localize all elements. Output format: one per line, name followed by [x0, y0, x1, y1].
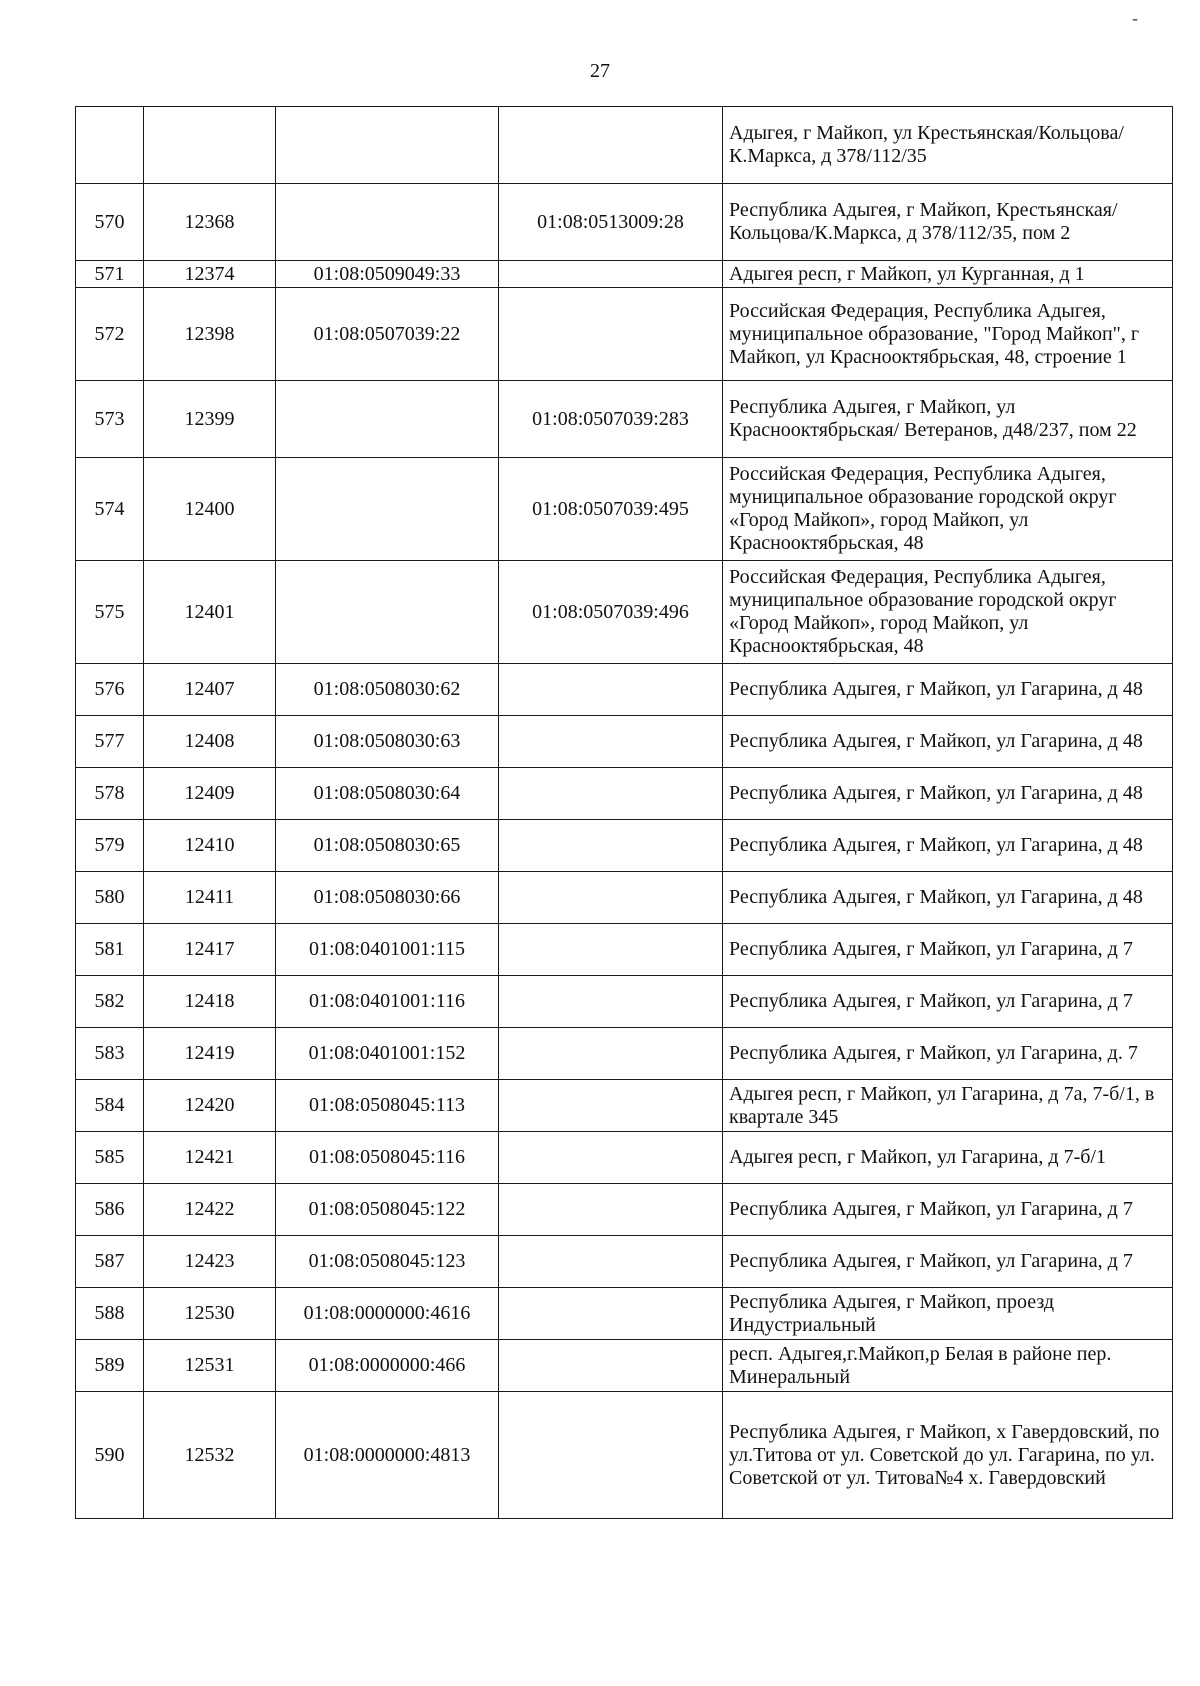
row-number-cell: 590: [76, 1392, 144, 1519]
row-number-cell: 583: [76, 1028, 144, 1080]
row-number-cell: 589: [76, 1340, 144, 1392]
cadastral-number-cell: 01:08:0508030:65: [276, 820, 499, 872]
row-number-cell: 588: [76, 1288, 144, 1340]
object-id-cell: 12422: [144, 1184, 276, 1236]
address-cell: Республика Адыгея, г Майкоп, ул Гагарина, д 7: [723, 976, 1173, 1028]
address-cell: Адыгея, г Майкоп, ул Крестьянская/Кольцова/К.Маркса, д 378/112/35: [723, 107, 1173, 184]
address-cell: Республика Адыгея, г Майкоп, ул Гагарина, д 48: [723, 820, 1173, 872]
table-row: [76, 1184, 1173, 1236]
cadastral-number-cell: [276, 381, 499, 458]
table-row: [76, 768, 1173, 820]
table-row: [76, 1392, 1173, 1519]
address-cell: Республика Адыгея, г Майкоп, ул Гагарина, д 48: [723, 664, 1173, 716]
premises-cadastral-number-cell: [499, 288, 723, 381]
cadastral-number-cell: 01:08:0509049:33: [276, 261, 499, 288]
object-id-cell: 12417: [144, 924, 276, 976]
row-number-cell: 587: [76, 1236, 144, 1288]
table-row: [76, 261, 1173, 288]
row-number-cell: 571: [76, 261, 144, 288]
object-id-cell: 12410: [144, 820, 276, 872]
address-cell: Республика Адыгея, г Майкоп, ул Гагарина, д 48: [723, 872, 1173, 924]
premises-cadastral-number-cell: [499, 768, 723, 820]
address-cell: Республика Адыгея, г Майкоп, ул Гагарина, д 48: [723, 768, 1173, 820]
premises-cadastral-number-cell: [499, 1288, 723, 1340]
cadastral-number-cell: 01:08:0508045:122: [276, 1184, 499, 1236]
address-cell: Республика Адыгея, г Майкоп, Крестьянская/Кольцова/К.Маркса, д 378/112/35, пом 2: [723, 184, 1173, 261]
object-id-cell: [144, 107, 276, 184]
table-row: [76, 716, 1173, 768]
cadastral-number-cell: 01:08:0508045:123: [276, 1236, 499, 1288]
address-cell: Адыгея респ, г Майкоп, ул Гагарина, д 7а, 7-б/1, в квартале 345: [723, 1080, 1173, 1132]
object-id-cell: 12423: [144, 1236, 276, 1288]
premises-cadastral-number-cell: 01:08:0507039:496: [499, 561, 723, 664]
address-cell: Республика Адыгея, г Майкоп, ул Гагарина, д 7: [723, 1184, 1173, 1236]
premises-cadastral-number-cell: 01:08:0513009:28: [499, 184, 723, 261]
object-id-cell: 12531: [144, 1340, 276, 1392]
cadastral-number-cell: 01:08:0401001:115: [276, 924, 499, 976]
row-number-cell: 580: [76, 872, 144, 924]
address-cell: Российская Федерация, Республика Адыгея, муниципальное образование, "Город Майкоп", г Майкоп, ул Краснооктябрьская, 48, строение 1: [723, 288, 1173, 381]
cadastral-number-cell: 01:08:0401001:152: [276, 1028, 499, 1080]
address-cell: Адыгея респ, г Майкоп, ул Курганная, д 1: [723, 261, 1173, 288]
object-id-cell: 12418: [144, 976, 276, 1028]
cadastral-number-cell: 01:08:0401001:116: [276, 976, 499, 1028]
row-number-cell: 572: [76, 288, 144, 381]
cadastral-number-cell: 01:08:0507039:22: [276, 288, 499, 381]
row-number-cell: 585: [76, 1132, 144, 1184]
object-id-cell: 12532: [144, 1392, 276, 1519]
premises-cadastral-number-cell: [499, 1132, 723, 1184]
row-number-cell: 584: [76, 1080, 144, 1132]
premises-cadastral-number-cell: [499, 1028, 723, 1080]
cadastral-number-cell: [276, 184, 499, 261]
object-id-cell: 12398: [144, 288, 276, 381]
cadastral-number-cell: 01:08:0508030:63: [276, 716, 499, 768]
row-number-cell: 586: [76, 1184, 144, 1236]
table-row: [76, 1288, 1173, 1340]
row-number-cell: 570: [76, 184, 144, 261]
row-number-cell: 576: [76, 664, 144, 716]
cadastral-number-cell: 01:08:0508030:64: [276, 768, 499, 820]
object-id-cell: 12374: [144, 261, 276, 288]
property-registry-table: [75, 106, 1173, 1519]
cadastral-number-cell: 01:08:0508045:116: [276, 1132, 499, 1184]
object-id-cell: 12411: [144, 872, 276, 924]
address-cell: Республика Адыгея, г Майкоп, ул Гагарина, д 48: [723, 716, 1173, 768]
scan-mark: -: [1132, 8, 1138, 28]
cadastral-number-cell: 01:08:0508030:62: [276, 664, 499, 716]
row-number-cell: 578: [76, 768, 144, 820]
row-number-cell: [76, 107, 144, 184]
cadastral-number-cell: [276, 561, 499, 664]
premises-cadastral-number-cell: [499, 664, 723, 716]
table-row: [76, 107, 1173, 184]
table-row: [76, 1340, 1173, 1392]
premises-cadastral-number-cell: [499, 820, 723, 872]
object-id-cell: 12409: [144, 768, 276, 820]
premises-cadastral-number-cell: [499, 261, 723, 288]
table-row: [76, 184, 1173, 261]
address-cell: Республика Адыгея, г Майкоп, х Гавердовский, по ул.Титова от ул. Советской до ул. Гагарина, по ул. Советской от ул. Титова№4 х. Гавердовский: [723, 1392, 1173, 1519]
premises-cadastral-number-cell: [499, 1340, 723, 1392]
address-cell: Российская Федерация, Республика Адыгея, муниципальное образование городской округ «Город Майкоп», город Майкоп, ул Краснооктябрьская, 48: [723, 561, 1173, 664]
cadastral-number-cell: 01:08:0000000:4813: [276, 1392, 499, 1519]
cadastral-number-cell: 01:08:0508045:113: [276, 1080, 499, 1132]
address-cell: Республика Адыгея, г Майкоп, ул Гагарина, д 7: [723, 1236, 1173, 1288]
object-id-cell: 12401: [144, 561, 276, 664]
address-cell: Республика Адыгея, г Майкоп, ул Гагарина, д 7: [723, 924, 1173, 976]
address-cell: Республика Адыгея, г Майкоп, ул Краснооктябрьская/ Ветеранов, д48/237, пом 22: [723, 381, 1173, 458]
object-id-cell: 12368: [144, 184, 276, 261]
cadastral-number-cell: 01:08:0000000:4616: [276, 1288, 499, 1340]
table-row: [76, 381, 1173, 458]
row-number-cell: 574: [76, 458, 144, 561]
address-cell: Российская Федерация, Республика Адыгея, муниципальное образование городской округ «Город Майкоп», город Майкоп, ул Краснооктябрьская, 48: [723, 458, 1173, 561]
premises-cadastral-number-cell: [499, 1184, 723, 1236]
row-number-cell: 579: [76, 820, 144, 872]
object-id-cell: 12400: [144, 458, 276, 561]
object-id-cell: 12399: [144, 381, 276, 458]
table-row: [76, 664, 1173, 716]
row-number-cell: 575: [76, 561, 144, 664]
table-row: [76, 288, 1173, 381]
premises-cadastral-number-cell: 01:08:0507039:495: [499, 458, 723, 561]
premises-cadastral-number-cell: [499, 107, 723, 184]
page-number: 27: [590, 60, 610, 82]
table-row: [76, 1028, 1173, 1080]
premises-cadastral-number-cell: [499, 1392, 723, 1519]
cadastral-number-cell: 01:08:0000000:466: [276, 1340, 499, 1392]
object-id-cell: 12421: [144, 1132, 276, 1184]
table-row: [76, 561, 1173, 664]
table-row: [76, 1236, 1173, 1288]
address-cell: Республика Адыгея, г Майкоп, ул Гагарина, д. 7: [723, 1028, 1173, 1080]
table-row: [76, 872, 1173, 924]
premises-cadastral-number-cell: [499, 976, 723, 1028]
table-row: [76, 924, 1173, 976]
cadastral-number-cell: 01:08:0508030:66: [276, 872, 499, 924]
premises-cadastral-number-cell: [499, 1080, 723, 1132]
row-number-cell: 582: [76, 976, 144, 1028]
row-number-cell: 577: [76, 716, 144, 768]
object-id-cell: 12420: [144, 1080, 276, 1132]
premises-cadastral-number-cell: [499, 924, 723, 976]
row-number-cell: 581: [76, 924, 144, 976]
address-cell: респ. Адыгея,г.Майкоп,р Белая в районе пер. Минеральный: [723, 1340, 1173, 1392]
address-cell: Адыгея респ, г Майкоп, ул Гагарина, д 7-б/1: [723, 1132, 1173, 1184]
premises-cadastral-number-cell: [499, 1236, 723, 1288]
table-row: [76, 458, 1173, 561]
row-number-cell: 573: [76, 381, 144, 458]
table-row: [76, 820, 1173, 872]
address-cell: Республика Адыгея, г Майкоп, проезд Индустриальный: [723, 1288, 1173, 1340]
cadastral-number-cell: [276, 458, 499, 561]
cadastral-number-cell: [276, 107, 499, 184]
premises-cadastral-number-cell: 01:08:0507039:283: [499, 381, 723, 458]
table-row: [76, 976, 1173, 1028]
object-id-cell: 12530: [144, 1288, 276, 1340]
object-id-cell: 12408: [144, 716, 276, 768]
premises-cadastral-number-cell: [499, 716, 723, 768]
table-row: [76, 1080, 1173, 1132]
premises-cadastral-number-cell: [499, 872, 723, 924]
table-row: [76, 1132, 1173, 1184]
object-id-cell: 12407: [144, 664, 276, 716]
object-id-cell: 12419: [144, 1028, 276, 1080]
